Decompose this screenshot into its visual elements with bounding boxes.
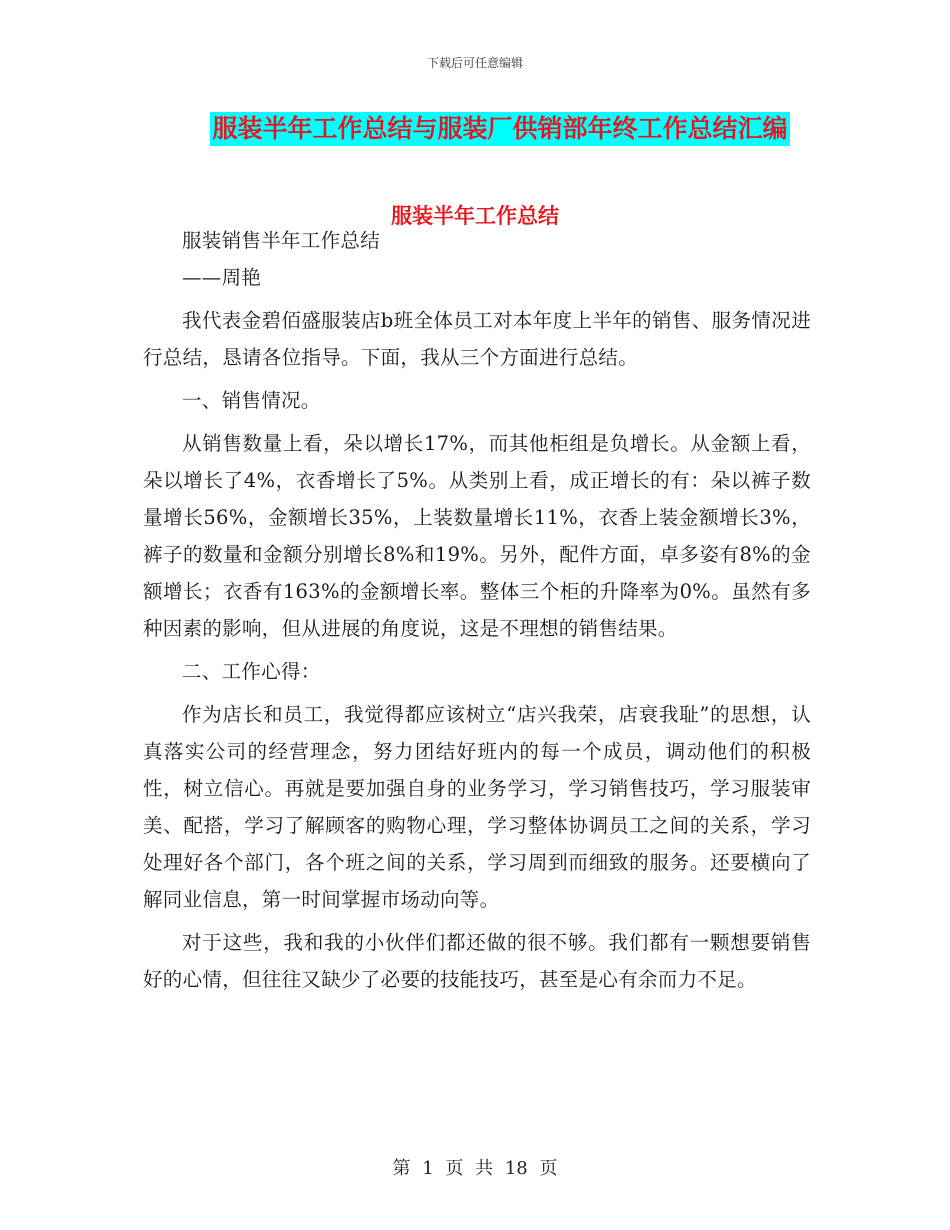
section-title: 服装半年工作总结 <box>391 204 559 228</box>
document-title <box>0 112 950 146</box>
paragraph-sales: 从销售数量上看，朵以增长17%，而其他柜组是负增长。从金额上看，朵以增长了4%，衣香增长了5%。从类别上看，成正增长的有：朵以裤子数量增长56%，金额增长35%，上装数量增长11%，衣香上装金额增长3%，裤子的数量和金额分别增长8%和19%。另外，配件方面，卓多姿有8%的金额增长；衣香有163%的金额增长率。整体三个柜的升降率为0%。虽然有多种因素的影响，但从进展的角度说，这是不理想的销售结果。 <box>143 432 811 640</box>
document-title-text: 服装半年工作总结与服装厂供销部年终工作总结汇编 <box>210 112 789 146</box>
paragraph-experience: 作为店长和员工，我觉得都应该树立“店兴我荣，店衰我耻”的思想，认真落实公司的经营理念，努力团结好班内的每一个成员，调动他们的积极性，树立信心。再就是要加强自身的业务学习，学习销售技巧，学习服装审美、配搭，学习了解顾客的购物心理，学习整体协调员工之间的关系，学习处理好各个部门，各个班之间的关系，学习周到而细致的服务。还要横向了解同业信息，第一时间掌握市场动向等。 <box>143 703 811 911</box>
paragraph-subtitle: 服装销售半年工作总结 <box>182 229 381 252</box>
paragraph-intro: 我代表金碧佰盛服装店b班全体员工对本年度上半年的销售、服务情况进行总结，恳请各位指导。下面，我从三个方面进行总结。 <box>143 309 811 369</box>
header-note: 下载后可任意编辑 <box>426 56 523 70</box>
page-number: 第 1 页 共 18 页 <box>392 1158 558 1179</box>
paragraph-author: ——周艳 <box>182 266 262 289</box>
paragraph-heading-experience: 二、工作心得： <box>182 660 321 683</box>
paragraph-heading-sales: 一、销售情况。 <box>182 389 321 412</box>
paragraph-reflection: 对于这些，我和我的小伙伴们都还做的很不够。我们都有一颗想要销售好的心情，但往往又缺少了必要的技能技巧，甚至是心有余而力不足。 <box>143 931 811 991</box>
document-body <box>143 222 811 998</box>
